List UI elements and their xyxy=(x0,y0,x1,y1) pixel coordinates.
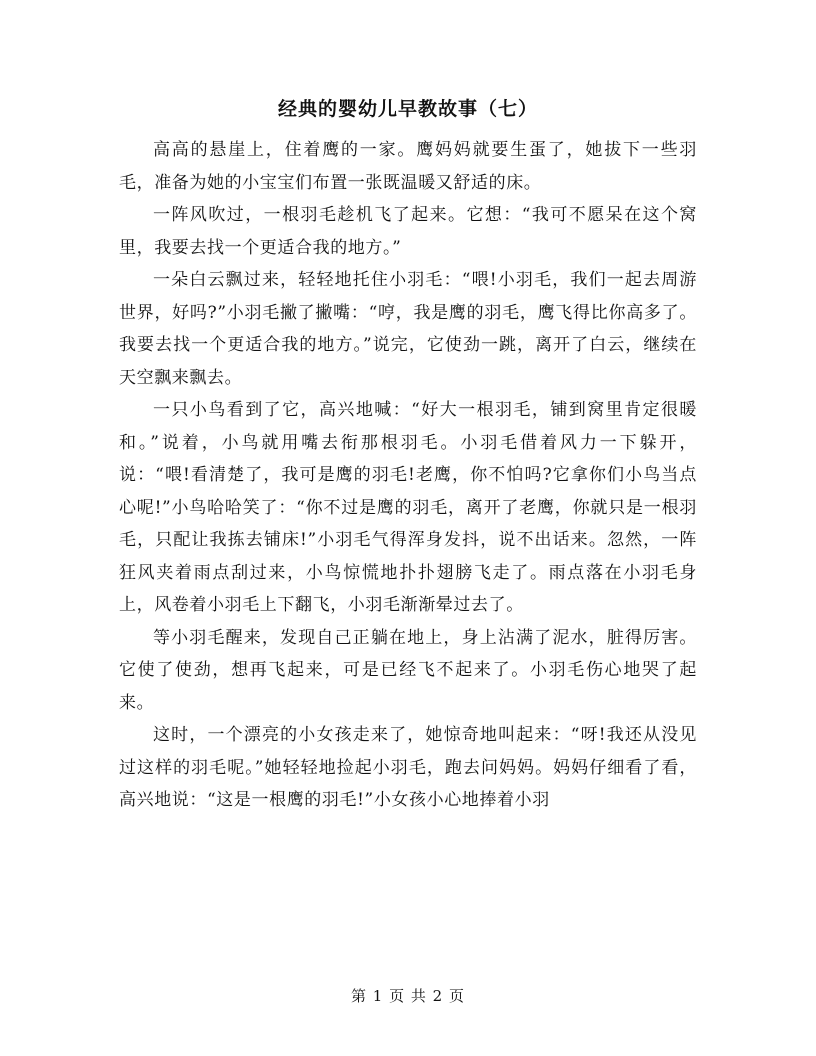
paragraph-5: 等小羽毛醒来，发现自己正躺在地上，身上沾满了泥水，脏得厉害。它使了使劲，想再飞起来，可是已经飞不起来了。小羽毛伤心地哭了起来。 xyxy=(119,627,697,713)
page-number: 第 1 页 共 2 页 xyxy=(351,987,465,1005)
story-body xyxy=(119,134,697,817)
paragraph-2: 一阵风吹过，一根羽毛趁机飞了起来。它想：“我可不愿呆在这个窝里，我要去找一个更适合我的地方。” xyxy=(119,205,697,258)
paragraph-1: 高高的悬崖上，住着鹰的一家。鹰妈妈就要生蛋了，她拔下一些羽毛，准备为她的小宝宝们布置一张既温暖又舒适的床。 xyxy=(119,140,697,193)
paragraph-3: 一朵白云飘过来，轻轻地托住小羽毛：“喂!小羽毛，我们一起去周游世界，好吗?”小羽毛撇了撇嘴：“哼，我是鹰的羽毛，鹰飞得比你高多了。我要去找一个更适合我的地方。”说完，它使劲一跳，离开了白云，继续在天空飘来飘去。 xyxy=(119,270,697,388)
paragraph-4: 一只小鸟看到了它，高兴地喊：“好大一根羽毛，铺到窝里肯定很暖和。”说着，小鸟就用嘴去衔那根羽毛。小羽毛借着风力一下躲开，说：“喂!看清楚了，我可是鹰的羽毛!老鹰，你不怕吗?它拿你们小鸟当点心呢!”小鸟哈哈笑了：“你不过是鹰的羽毛，离开了老鹰，你就只是一根羽毛，只配让我拣去铺床!”小羽毛气得浑身发抖，说不出话来。忽然，一阵狂风夹着雨点刮过来，小鸟惊慌地扑扑翅膀飞走了。雨点落在小羽毛身上，风卷着小羽毛上下翻飞，小羽毛渐渐晕过去了。 xyxy=(119,400,697,615)
paragraph-6: 这时，一个漂亮的小女孩走来了，她惊奇地叫起来：“呀!我还从没见过这样的羽毛呢。”她轻轻地捡起小羽毛，跑去问妈妈。妈妈仔细看了看，高兴地说：“这是一根鹰的羽毛!”小女孩小心地捧着小羽 xyxy=(119,725,697,810)
page-footer xyxy=(0,985,816,1006)
page-title: 经典的婴幼儿早教故事（七） xyxy=(277,98,538,120)
